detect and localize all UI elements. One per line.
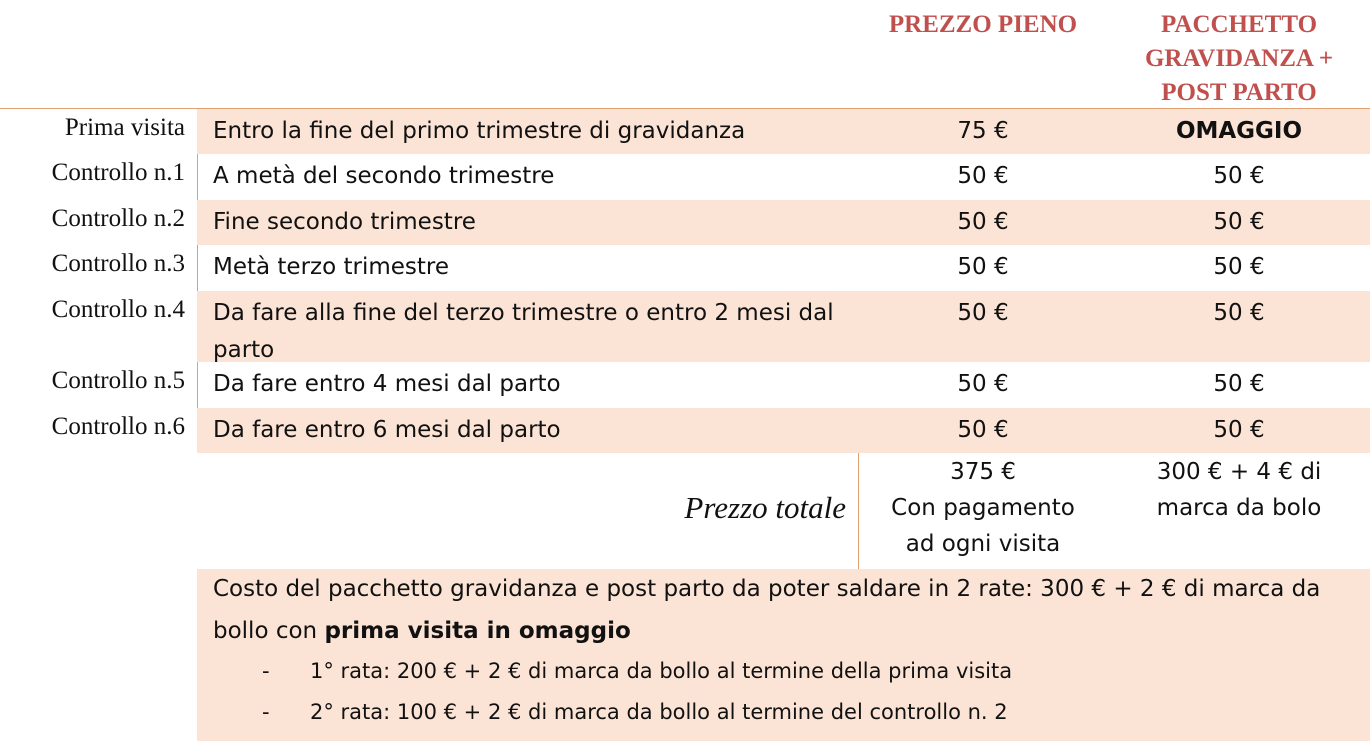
total-package-price <box>1108 454 1370 526</box>
header-package-line-3: POST PARTO <box>1161 79 1317 106</box>
total-label: Prezzo totale <box>684 490 846 525</box>
table-row-controllo-1 <box>0 154 1370 200</box>
row-full-price: 50 € <box>957 300 1009 326</box>
header-package <box>1108 8 1370 110</box>
row-full-price: 50 € <box>957 163 1009 189</box>
row-label: Controllo n.5 <box>51 367 185 394</box>
table-row-controllo-5 <box>0 362 1370 408</box>
bullet-dash: - <box>262 659 270 683</box>
row-package-price: 50 € <box>1213 254 1265 280</box>
installment-2 <box>0 697 1370 727</box>
header-package-line-2: GRAVIDANZA + <box>1144 45 1334 72</box>
header-full-price <box>858 8 1108 42</box>
row-desc: A metà del secondo trimestre <box>213 163 555 189</box>
total-package-line-1: 300 € + 4 € di <box>1156 459 1322 485</box>
row-full-price: 50 € <box>957 371 1009 397</box>
row-label: Controllo n.6 <box>51 413 185 440</box>
table-row-controllo-4 <box>0 291 1370 362</box>
row-label: Controllo n.2 <box>51 205 185 232</box>
installment-1-text: 1° rata: 200 € + 2 € di marca da bollo al termine della prima visita <box>310 659 1013 683</box>
row-package-price: 50 € <box>1213 163 1265 189</box>
row-package-price: 50 € <box>1213 417 1265 443</box>
row-desc: Da fare entro 4 mesi dal parto <box>213 371 561 397</box>
row-full-price: 75 € <box>957 118 1009 144</box>
row-full-price: 50 € <box>957 209 1009 235</box>
payment-note-text <box>213 568 1353 652</box>
installment-1 <box>0 656 1370 686</box>
row-label: Controllo n.1 <box>51 159 185 186</box>
bullet-dash: - <box>262 700 270 724</box>
row-full-price: 50 € <box>957 417 1009 443</box>
total-full-line-1: 375 € <box>950 459 1016 485</box>
row-desc: Fine secondo trimestre <box>213 209 476 235</box>
table-row-controllo-2 <box>0 200 1370 245</box>
row-desc: Entro la fine del primo trimestre di gravidanza <box>213 118 746 144</box>
payment-note-bold: prima visita in omaggio <box>324 618 631 644</box>
total-full-line-2: Con pagamento <box>891 495 1075 521</box>
row-full-price: 50 € <box>957 254 1009 280</box>
header-package-line-1: PACCHETTO <box>1160 11 1318 38</box>
row-label: Controllo n.3 <box>51 250 185 277</box>
total-package-line-2: marca da bolo <box>1156 495 1322 521</box>
row-package-price: 50 € <box>1213 300 1265 326</box>
total-full-line-3: ad ogni visita <box>905 531 1061 557</box>
header-full-price-line: PREZZO PIENO <box>888 11 1078 38</box>
table-row-controllo-6 <box>0 408 1370 453</box>
installment-2-text: 2° rata: 100 € + 2 € di marca da bollo al termine del controllo n. 2 <box>310 700 1008 724</box>
row-package-price: OMAGGIO <box>1175 118 1303 144</box>
row-label: Controllo n.4 <box>51 296 185 323</box>
table-row-controllo-3 <box>0 245 1370 291</box>
row-label: Prima visita <box>64 114 185 141</box>
row-desc: Da fare alla fine del terzo trimestre o entro 2 mesi dal parto <box>213 300 834 363</box>
total-full-price <box>858 454 1108 562</box>
row-desc: Da fare entro 6 mesi dal parto <box>213 417 561 443</box>
row-package-price: 50 € <box>1213 209 1265 235</box>
row-desc: Metà terzo trimestre <box>213 254 450 280</box>
row-package-price: 50 € <box>1213 371 1265 397</box>
payment-note-main: Costo del pacchetto gravidanza e post parto da poter saldare in 2 rate: 300 € + 2 € di marca da bollo con <box>213 576 1321 644</box>
table-row-prima-visita <box>0 109 1370 154</box>
